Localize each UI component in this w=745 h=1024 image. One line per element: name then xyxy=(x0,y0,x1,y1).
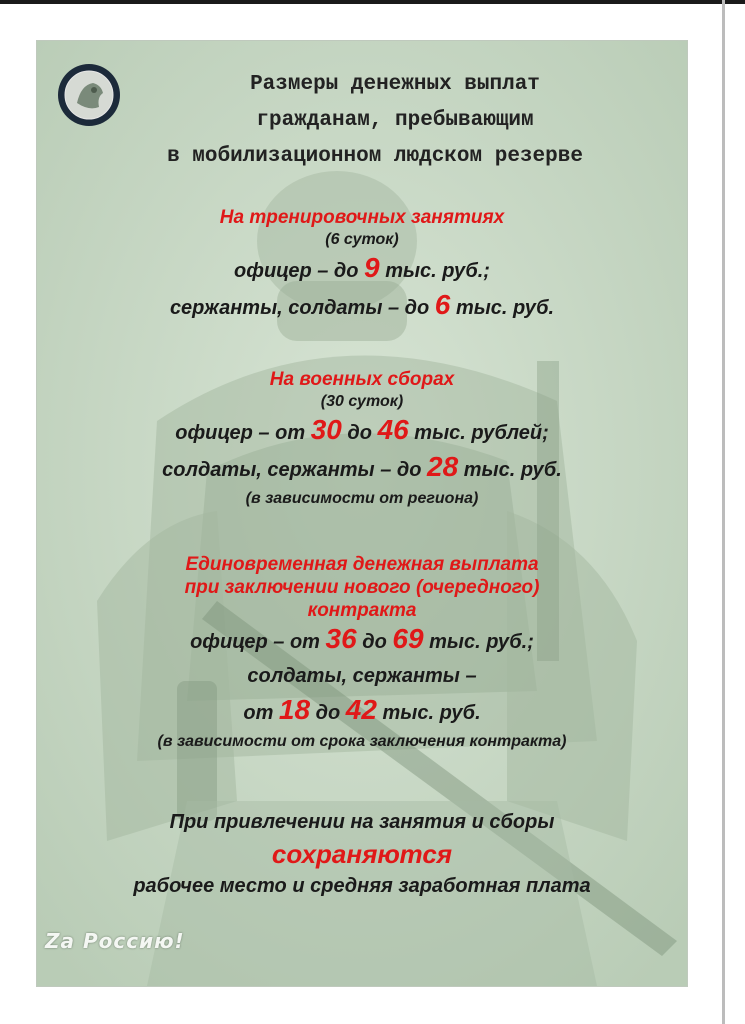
section-contract-heading-1: Единовременная денежная выплата xyxy=(185,554,539,575)
officer-suffix: тыс. руб.; xyxy=(385,260,490,282)
title-line-1: Размеры денежных выплат xyxy=(250,73,540,96)
officer-suffix: тыс. рублей; xyxy=(414,422,549,444)
section-contract-payment xyxy=(37,553,687,754)
scan-edge-top xyxy=(0,0,745,4)
title-line-2: гражданам, пребывающим xyxy=(256,109,534,132)
officer-amount: 9 xyxy=(364,252,380,283)
section-contract-soldiers-label: солдаты, сержанты – xyxy=(247,665,477,687)
officer-suffix: тыс. руб.; xyxy=(429,631,534,653)
officer-amount-from: 30 xyxy=(310,414,342,445)
officer-prefix: офицер – от xyxy=(190,631,320,653)
soldiers-amount: 28 xyxy=(427,451,459,482)
final-line-2: сохраняются xyxy=(271,839,453,869)
section-camps-officer xyxy=(37,413,687,450)
officer-prefix: офицер – до xyxy=(234,260,359,282)
soldiers-amount: 6 xyxy=(434,289,451,320)
section-camps-heading: На военных сборах xyxy=(269,369,455,390)
section-military-camps xyxy=(37,368,687,511)
poster xyxy=(36,40,688,987)
section-contract-note: (в зависимости от срока заключения контракта) xyxy=(157,733,567,750)
soldiers-suffix: тыс. руб. xyxy=(382,702,481,724)
section-training-duration: (6 суток) xyxy=(325,231,399,248)
officer-amount-to: 69 xyxy=(392,623,424,654)
officer-amount-from: 36 xyxy=(325,623,357,654)
scan-edge-right xyxy=(722,0,725,1024)
soldiers-prefix: от xyxy=(243,702,274,724)
soldiers-prefix: сержанты, солдаты – до xyxy=(169,297,430,319)
section-contract-heading-2: при заключении нового (очередного) xyxy=(184,577,540,598)
section-camps-note: (в зависимости от региона) xyxy=(245,490,479,507)
section-training-heading: На тренировочных занятиях xyxy=(219,207,505,228)
soldiers-suffix: тыс. руб. xyxy=(463,459,562,481)
section-training-officer xyxy=(37,251,687,288)
final-line-3: рабочее место и средняя заработная плата xyxy=(133,875,591,897)
officer-prefix: офицер – от xyxy=(175,422,306,444)
slogan-watermark: Zа Россию! xyxy=(45,929,185,953)
soldiers-amount-to: 42 xyxy=(345,694,377,725)
section-camps-soldiers xyxy=(37,450,687,487)
soldiers-prefix: солдаты, сержанты – до xyxy=(162,459,422,481)
final-line-1: При привлечении на занятия и сборы xyxy=(169,811,555,833)
soldiers-suffix: тыс. руб. xyxy=(455,297,555,319)
section-training-soldiers xyxy=(37,288,687,325)
section-contract-soldiers xyxy=(37,693,687,730)
poster-title xyxy=(65,67,685,175)
officer-mid: до xyxy=(347,422,372,444)
soldiers-amount-from: 18 xyxy=(278,694,311,725)
section-training xyxy=(37,206,687,325)
officer-amount-to: 46 xyxy=(377,414,409,445)
section-final-note xyxy=(37,807,687,901)
title-line-3: в мобилизационном людском резерве xyxy=(167,145,583,168)
section-contract-heading-3: контракта xyxy=(307,600,417,621)
soldiers-mid: до xyxy=(315,702,341,724)
section-contract-officer xyxy=(37,622,687,659)
section-camps-duration: (30 суток) xyxy=(320,393,404,410)
officer-mid: до xyxy=(362,631,387,653)
